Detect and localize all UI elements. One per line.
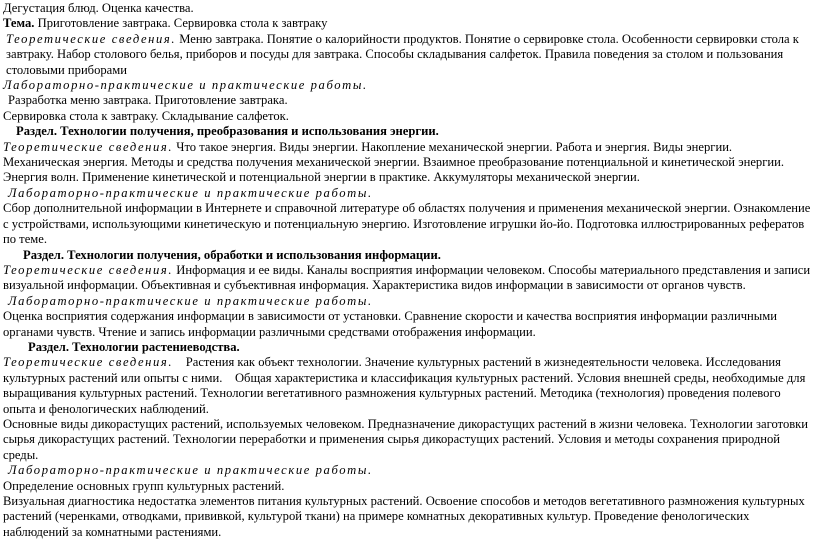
- theory-text: Что такое энергия. Виды энергии. Накопление механической энергии. Работа и энергия. Виды энергии. Механическая энергия. Методы и средства получения механической энергии. Взаимное преобразование потенциальной и кинетической энергии. Энергия волн. Применение кинетической и потенциальной энергии в практике. Аккумуляторы механической энергии.: [3, 139, 785, 185]
- lab-text-1b: Сервировка стола к завтраку. Складывание салфеток.: [3, 108, 289, 123]
- theory-label: Теоретические сведения.: [3, 262, 174, 277]
- topic-text: Приготовление завтрака. Сервировка стола к завтраку: [34, 16, 328, 31]
- lab-text-2: Сбор дополнительной информации в Интернете и справочной литературе об областях получения и применения механической энергии. Ознакомление с устройствами, использующими кинетическую и потенциальную энергию. Изготовление игрушки йо-йо. Подготовка иллюстрированных рефератов по теме.: [3, 201, 811, 247]
- lab-label-1: Лабораторно-практические и практические работы.: [3, 78, 368, 93]
- lab-label-4: Лабораторно-практические и практические работы.: [8, 463, 373, 478]
- theory-text: Меню завтрака. Понятие о калорийности продуктов. Понятие о сервировке стола. Особенности сервировки стола к завтраку. Набор столового белья, приборов и посуды для завтрака. Способы складывания салфеток. Правила поведения за столом и пользования столовыми приборами: [6, 31, 799, 77]
- theory-paragraph-4: [3, 355, 812, 417]
- theory-paragraph-2: [3, 140, 812, 186]
- theory-label: Теоретические сведения.: [6, 31, 177, 46]
- theory-text: Растения как объект технологии. Значение культурных растений в жизнедеятельности человека. Исследования культурных растений или опыты с ними. Общая характеристика и классификация культурных растений. Условия внешней среды, необходимые для выращивания культурных растений. Технологии вегетативного размножения культурных растений. Методика (технология) проведения полевого опыта и фенологических наблюдений.: [3, 355, 809, 416]
- lab-text-4b: Визуальная диагностика недостатка элементов питания культурных растений. Освоение способов и методов вегетативного размножения культурных растений (черенками, отводками, прививкой, культурой ткани) на примере комнатных декоративных культур. Проведение фенологических наблюдений за комнатными растениями.: [3, 494, 805, 539]
- theory-label: Теоретические сведения.: [3, 139, 174, 154]
- text-line: Дегустация блюд. Оценка качества.: [3, 1, 194, 15]
- lab-text-1a: Разработка меню завтрака. Приготовление завтрака.: [8, 93, 288, 108]
- lab-label-3: Лабораторно-практические и практические работы.: [8, 293, 373, 308]
- lab-label-2: Лабораторно-практические и практические работы.: [8, 185, 373, 200]
- section-heading-energy: Раздел. Технологии получения, преобразования и использования энергии.: [16, 124, 439, 139]
- topic-paragraph: [3, 16, 812, 31]
- theory-label: Теоретические сведения.: [3, 355, 174, 370]
- lab-text-4a: Определение основных групп культурных растений.: [3, 478, 285, 493]
- theory-paragraph-1: [3, 32, 812, 78]
- lab-text-3: Оценка восприятия содержания информации в зависимости от установки. Сравнение скорости и качества восприятия информации различными органами чувств. Чтение и запись информации различными средствами отображения информации.: [3, 309, 777, 339]
- wild-plants-paragraph: Основные виды дикорастущих растений, используемых человеком. Предназначение дикорастущих растений в жизни человека. Технологии заготовки сырья дикорастущих растений. Технологии переработки и применения сырья дикорастущих растений. Условия и методы сохранения природной среды.: [3, 416, 809, 462]
- topic-label: Тема.: [3, 16, 35, 31]
- theory-paragraph-3: [3, 263, 812, 294]
- section-heading-information: Раздел. Технологии получения, обработки и использования информации.: [23, 247, 441, 262]
- section-heading-plants: Раздел. Технологии растениеводства.: [28, 339, 240, 354]
- theory-text: Информация и ее виды. Каналы восприятия информации человеком. Способы материального представления и записи визуальной информации. Объективная и субъективная информация. Характеристика видов информации в зависимости от органов чувств.: [3, 262, 811, 293]
